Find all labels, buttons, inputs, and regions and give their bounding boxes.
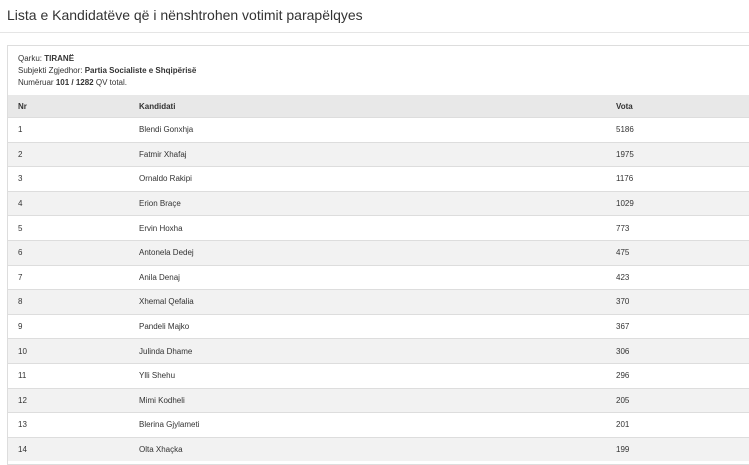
row-kandidati: Ylli Shehu bbox=[139, 363, 616, 388]
modal-header bbox=[0, 0, 749, 33]
qarku-value: TIRANË bbox=[44, 54, 75, 63]
table-header-row bbox=[8, 95, 749, 118]
table-row bbox=[8, 314, 749, 339]
row-vota: 205 bbox=[616, 388, 749, 413]
table-row bbox=[8, 413, 749, 438]
table-row bbox=[8, 339, 749, 364]
row-nr: 6 bbox=[8, 240, 139, 265]
row-kandidati: Ervin Hoxha bbox=[139, 216, 616, 241]
row-kandidati: Ornaldo Rakipi bbox=[139, 167, 616, 192]
subjekti-value: Partia Socialiste e Shqipërisë bbox=[84, 66, 197, 75]
row-kandidati: Blerina Gjylameti bbox=[139, 413, 616, 438]
row-kandidati: Pandeli Majko bbox=[139, 314, 616, 339]
table-row bbox=[8, 290, 749, 315]
row-kandidati: Antonela Dedej bbox=[139, 240, 616, 265]
row-kandidati: Anila Denaj bbox=[139, 265, 616, 290]
row-vota: 296 bbox=[616, 363, 749, 388]
row-nr: 14 bbox=[8, 437, 139, 461]
table-row bbox=[8, 167, 749, 192]
header-vota: Vota bbox=[616, 95, 749, 118]
row-nr: 2 bbox=[8, 142, 139, 167]
row-nr: 11 bbox=[8, 363, 139, 388]
table-row bbox=[8, 191, 749, 216]
row-nr: 13 bbox=[8, 413, 139, 438]
row-nr: 5 bbox=[8, 216, 139, 241]
info-block bbox=[18, 53, 196, 89]
table-row bbox=[8, 388, 749, 413]
row-nr: 12 bbox=[8, 388, 139, 413]
numeruar-suffix: QV total. bbox=[95, 78, 127, 87]
row-nr: 1 bbox=[8, 118, 139, 143]
subjekti-label: Subjekti Zgjedhor: bbox=[18, 66, 83, 75]
table-row bbox=[8, 216, 749, 241]
table-row bbox=[8, 265, 749, 290]
numeruar-line bbox=[18, 77, 196, 89]
qarku-label: Qarku: bbox=[18, 54, 43, 63]
numeruar-value: 101 / 1282 bbox=[55, 78, 94, 87]
row-kandidati: Xhemal Qefalia bbox=[139, 290, 616, 315]
row-vota: 1176 bbox=[616, 167, 749, 192]
row-nr: 8 bbox=[8, 290, 139, 315]
numeruar-label: Numëruar bbox=[18, 78, 54, 87]
row-vota: 201 bbox=[616, 413, 749, 438]
row-kandidati: Mimi Kodheli bbox=[139, 388, 616, 413]
row-vota: 370 bbox=[616, 290, 749, 315]
row-vota: 475 bbox=[616, 240, 749, 265]
row-nr: 3 bbox=[8, 167, 139, 192]
modal-title: Lista e Kandidatëve që i nënshtrohen votimit parapëlqyes bbox=[7, 7, 363, 23]
row-vota: 5186 bbox=[616, 118, 749, 143]
row-vota: 773 bbox=[616, 216, 749, 241]
row-kandidati: Fatmir Xhafaj bbox=[139, 142, 616, 167]
row-nr: 10 bbox=[8, 339, 139, 364]
row-nr: 4 bbox=[8, 191, 139, 216]
table-row bbox=[8, 363, 749, 388]
row-vota: 423 bbox=[616, 265, 749, 290]
candidates-table bbox=[8, 95, 749, 461]
results-panel bbox=[7, 45, 749, 465]
row-nr: 7 bbox=[8, 265, 139, 290]
table-row bbox=[8, 142, 749, 167]
header-nr: Nr bbox=[8, 95, 139, 118]
row-kandidati: Blendi Gonxhja bbox=[139, 118, 616, 143]
row-kandidati: Julinda Dhame bbox=[139, 339, 616, 364]
table-row bbox=[8, 437, 749, 461]
row-kandidati: Olta Xhaçka bbox=[139, 437, 616, 461]
row-kandidati: Erion Braçe bbox=[139, 191, 616, 216]
header-kandidati: Kandidati bbox=[139, 95, 616, 118]
qarku-line bbox=[18, 53, 196, 65]
row-vota: 1975 bbox=[616, 142, 749, 167]
row-vota: 1029 bbox=[616, 191, 749, 216]
table-row bbox=[8, 118, 749, 143]
row-nr: 9 bbox=[8, 314, 139, 339]
row-vota: 306 bbox=[616, 339, 749, 364]
row-vota: 199 bbox=[616, 437, 749, 461]
row-vota: 367 bbox=[616, 314, 749, 339]
table-row bbox=[8, 240, 749, 265]
subjekti-line bbox=[18, 65, 196, 77]
